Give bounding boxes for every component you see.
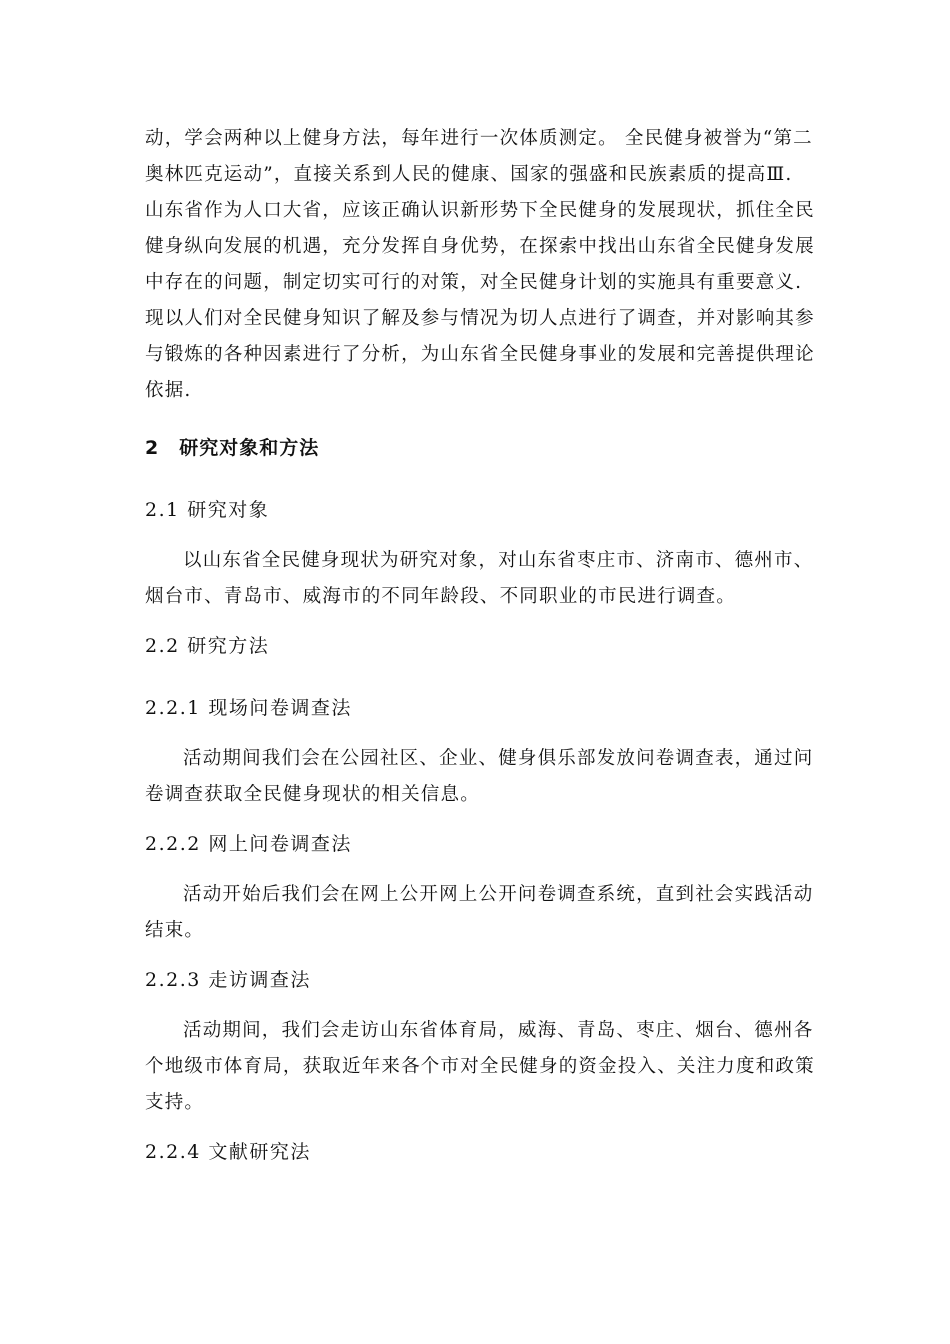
intro-line: 中存在的问题，制定切实可行的对策，对全民健身计划的实施具有重要意义. — [145, 272, 803, 293]
paragraph-line: 活动期间我们会在公园社区、企业、健身俱乐部发放问卷调查表，通过问 — [183, 748, 814, 769]
intro-line: 健身纵向发展的机遇，充分发挥自身优势，在探索中找出山东省全民健身发展 — [145, 236, 815, 257]
paragraph-line: 以山东省全民健身现状为研究对象，对山东省枣庄市、济南市、德州市、 — [183, 550, 814, 571]
subsubsection-heading: 2.2.1 现场问卷调查法 — [145, 697, 352, 719]
paragraph-line: 活动开始后我们会在网上公开网上公开问卷调查系统，直到社会实践活动 — [183, 884, 814, 905]
subsection-heading: 2.2 研究方法 — [145, 635, 270, 657]
subsubsection-heading: 2.2.3 走访调查法 — [145, 969, 311, 991]
paragraph-line: 支持。 — [145, 1092, 205, 1113]
paragraph-line: 卷调查获取全民健身现状的相关信息。 — [145, 784, 480, 805]
paragraph-line: 烟台市、青岛市、威海市的不同年龄段、不同职业的市民进行调查。 — [145, 586, 737, 607]
subsubsection-heading: 2.2.2 网上问卷调查法 — [145, 833, 352, 855]
paragraph-line: 结束。 — [145, 920, 205, 941]
subsection-heading: 2.1 研究对象 — [145, 499, 270, 521]
subsubsection-heading: 2.2.4 文献研究法 — [145, 1141, 311, 1163]
paragraph-line: 个地级市体育局，获取近年来各个市对全民健身的资金投入、关注力度和政策 — [145, 1056, 815, 1077]
intro-line: 依据. — [145, 380, 192, 401]
section-heading: 2 研究对象和方法 — [145, 437, 320, 459]
paragraph-line: 活动期间，我们会走访山东省体育局，威海、青岛、枣庄、烟台、德州各 — [183, 1020, 814, 1041]
intro-line: 现以人们对全民健身知识了解及参与情况为切人点进行了调查，并对影响其参 — [145, 308, 815, 329]
intro-line: 与锻炼的各种因素进行了分析，为山东省全民健身事业的发展和完善提供理论 — [145, 344, 815, 365]
intro-line: 动，学会两种以上健身方法，每年进行一次体质测定。 全民健身被誉为“第二 — [145, 128, 813, 149]
intro-line: 山东省作为人口大省，应该正确认识新形势下全民健身的发展现状，抓住全民 — [145, 200, 815, 221]
intro-line: 奥林匹克运动”，直接关系到人民的健康、国家的强盛和民族素质的提高Ⅲ. — [145, 164, 793, 185]
